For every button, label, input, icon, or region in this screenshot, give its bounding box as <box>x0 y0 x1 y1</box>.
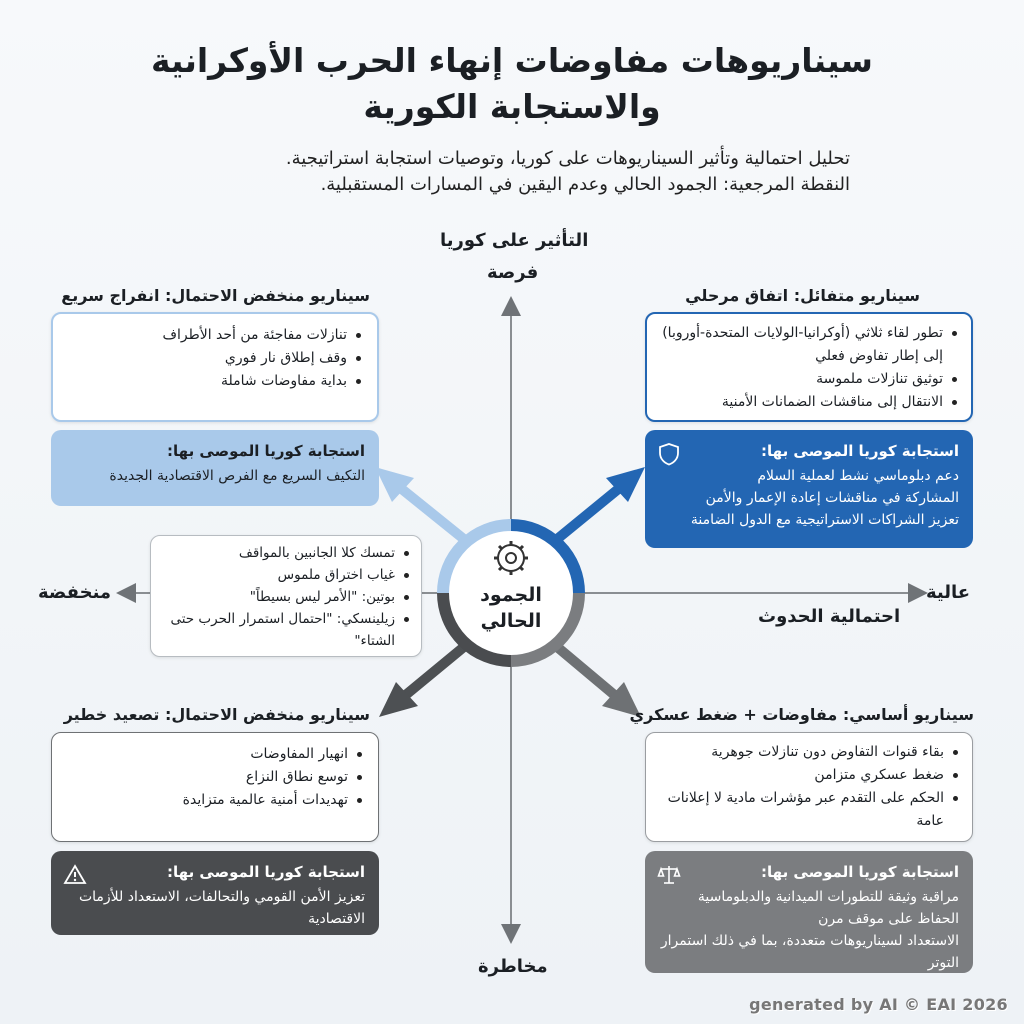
response-heading: استجابة كوريا الموصى بها: <box>761 442 959 460</box>
scenario-top-right-card <box>645 312 973 422</box>
list-item: الانتقال إلى مناقشات الضمانات الأمنية <box>659 391 959 414</box>
scenario-top-right-response <box>645 430 973 548</box>
response-line: دعم دبلوماسي نشط لعملية السلام <box>757 468 959 484</box>
response-line: تعزيز الشراكات الاستراتيجية مع الدول الضامنة <box>690 512 959 528</box>
list-item: انهيار المفاوضات <box>66 743 364 766</box>
list-item: تطور لقاء ثلاثي (أوكرانيا-الولايات المتحدة-أوروبا) إلى إطار تفاوض فعلي <box>659 322 959 368</box>
warning-icon <box>63 863 87 887</box>
scenario-top-left-title: سيناريو منخفض الاحتمال: انفراج سريع <box>61 286 370 305</box>
list-item: توسع نطاق النزاع <box>66 766 364 789</box>
x-axis-left-label: منخفضة <box>38 582 112 603</box>
response-line: الاستعداد لسيناريوهات متعددة، بما في ذلك استمرار التوتر <box>660 933 959 971</box>
response-line: الحفاظ على موقف مرن <box>818 911 959 927</box>
list-item: توثيق تنازلات ملموسة <box>659 368 959 391</box>
scenario-bottom-left-card <box>51 732 379 842</box>
x-axis-title: احتمالية الحدوث <box>758 606 901 627</box>
subtitle-line-2: النقطة المرجعية: الجمود الحالي وعدم اليقين في المسارات المستقبلية. <box>320 174 850 195</box>
response-line: التكيف السريع مع الفرص الاقتصادية الجديدة <box>109 468 365 484</box>
current-stalemate-notes <box>150 535 422 657</box>
list-item: زيلينسكي: "احتمال استمرار الحرب حتى الشتاء" <box>161 608 411 652</box>
list-item: وقف إطلاق نار فوري <box>67 347 363 370</box>
y-axis-top-label: فرصة <box>487 262 539 283</box>
list-item: الحكم على التقدم عبر مؤشرات مادية لا إعلانات عامة <box>658 787 960 833</box>
x-axis-right-label: عالية <box>926 582 971 603</box>
response-heading: استجابة كوريا الموصى بها: <box>167 863 365 881</box>
scenario-top-left-response <box>51 430 379 506</box>
list-item: ضغط عسكري متزامن <box>658 764 960 787</box>
response-line: تعزيز الأمن القومي والتحالفات، الاستعداد للأزمات الاقتصادية <box>78 889 365 927</box>
title-line-1: سيناريوهات مفاوضات إنهاء الحرب الأوكرانية <box>150 41 873 80</box>
arrow-bottom-right <box>556 646 641 717</box>
list-item: بوتين: "الأمر ليس بسيطاً" <box>161 586 411 608</box>
watermark: generated by AI © EAI 2026 <box>749 995 1008 1014</box>
title-line-2: والاستجابة الكورية <box>363 87 661 126</box>
list-item: غياب اختراق ملموس <box>161 564 411 586</box>
y-axis-title: التأثير على كوريا <box>440 230 589 251</box>
list-item: بقاء قنوات التفاوض دون تنازلات جوهرية <box>658 741 960 764</box>
response-line: المشاركة في مناقشات إعادة الإعمار والأمن <box>705 490 959 506</box>
response-heading: استجابة كوريا الموصى بها: <box>761 863 959 881</box>
scenario-bottom-right-title: سيناريو أساسي: مفاوضات + ضغط عسكري <box>629 705 974 724</box>
list-item: تهديدات أمنية عالمية متزايدة <box>66 789 364 812</box>
list-item: بداية مفاوضات شاملة <box>67 370 363 393</box>
center-label-line-1: الجمود <box>480 584 542 606</box>
shield-icon <box>657 442 681 466</box>
scales-icon <box>657 863 681 887</box>
list-item: تمسك كلا الجانبين بالمواقف <box>161 542 411 564</box>
center-label <box>451 582 571 634</box>
response-heading: استجابة كوريا الموصى بها: <box>167 442 365 460</box>
response-line: مراقبة وثيقة للتطورات الميدانية والدبلوماسية <box>697 889 959 905</box>
center-label-line-2: الحالي <box>480 610 542 632</box>
scenario-bottom-right-card <box>645 732 973 842</box>
arrow-top-right <box>556 467 645 540</box>
scenario-bottom-right-response <box>645 851 973 973</box>
list-item: تنازلات مفاجئة من أحد الأطراف <box>67 324 363 347</box>
scenario-top-right-title: سيناريو متفائل: اتفاق مرحلي <box>685 286 920 305</box>
scenario-bottom-left-title: سيناريو منخفض الاحتمال: تصعيد خطير <box>63 705 370 724</box>
arrow-top-left <box>375 467 465 540</box>
scenario-top-left-card <box>51 312 379 422</box>
scenario-bottom-left-response <box>51 851 379 935</box>
y-axis-bottom-label: مخاطرة <box>478 956 548 977</box>
subtitle-line-1: تحليل احتمالية وتأثير السيناريوهات على كوريا، وتوصيات استجابة استراتيجية. <box>285 148 850 169</box>
